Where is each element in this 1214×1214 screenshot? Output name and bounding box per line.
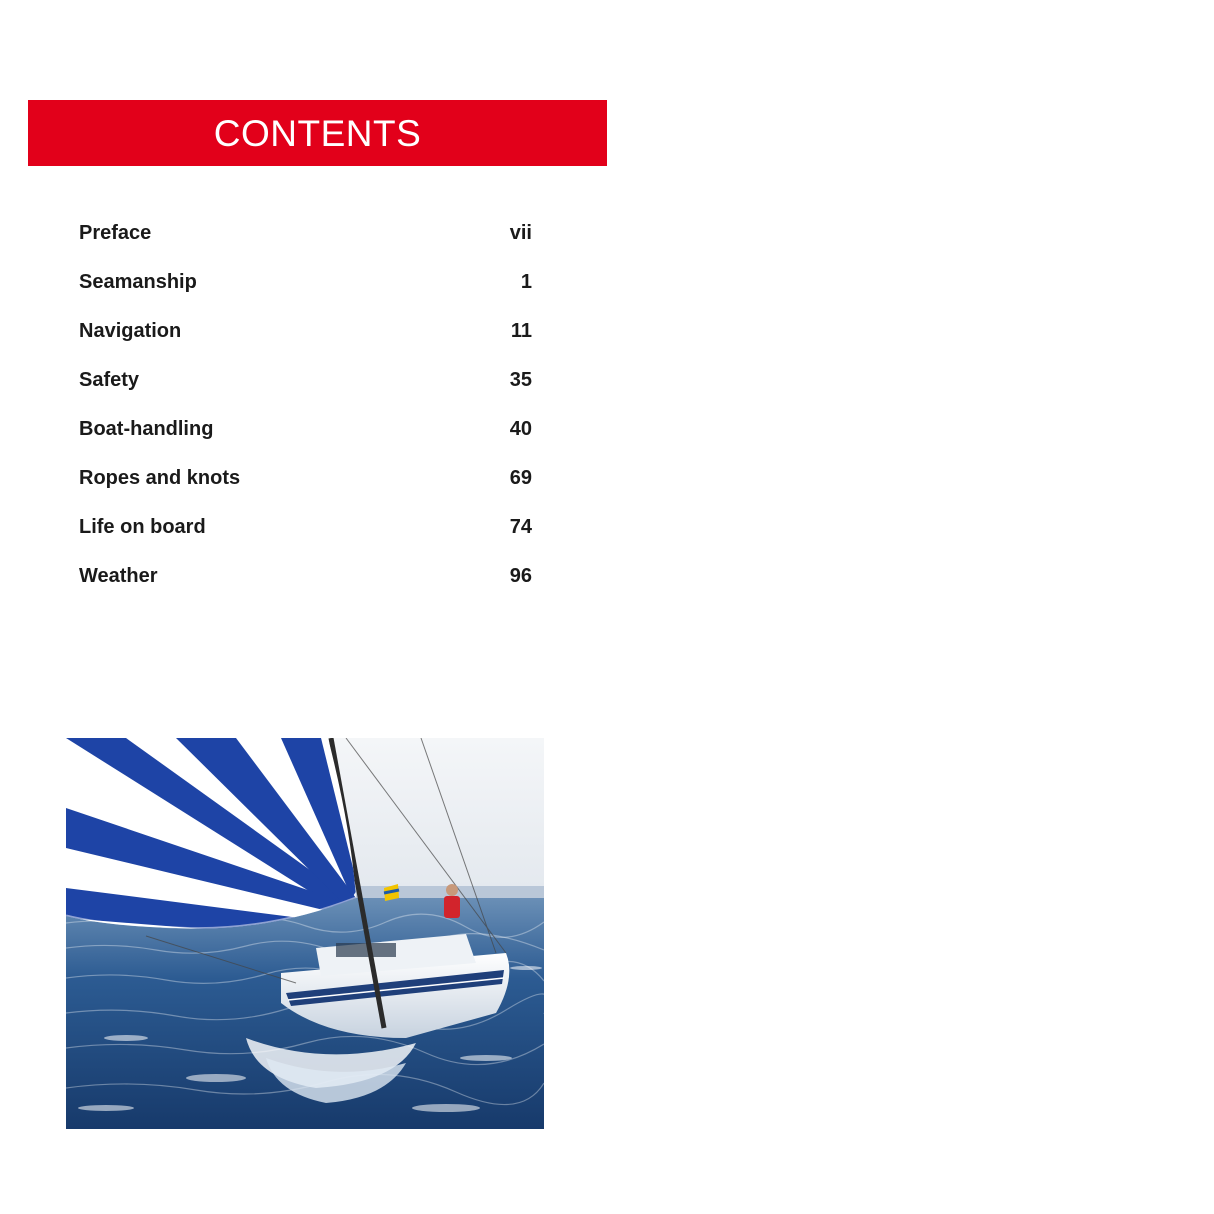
toc-entry-page: 40 bbox=[509, 418, 532, 440]
sailboat-photo bbox=[66, 738, 544, 1129]
toc-entry-title: Boat-handling bbox=[79, 418, 214, 440]
toc-entry-page: 11 bbox=[510, 320, 532, 342]
toc-entry-seamanship[interactable] bbox=[79, 271, 532, 320]
toc-entry-boat-handling[interactable] bbox=[79, 418, 532, 467]
toc-entry-page: 35 bbox=[509, 369, 532, 391]
table-of-contents bbox=[79, 222, 532, 614]
toc-entry-preface[interactable] bbox=[79, 222, 532, 271]
toc-entry-page: 96 bbox=[509, 565, 532, 587]
toc-entry-weather[interactable] bbox=[79, 565, 532, 614]
toc-entry-title: Life on board bbox=[79, 516, 206, 538]
toc-entry-title: Navigation bbox=[79, 320, 182, 342]
toc-entry-title: Safety bbox=[79, 369, 140, 391]
toc-entry-title: Seamanship bbox=[79, 271, 197, 293]
toc-entry-title: Weather bbox=[79, 565, 158, 587]
toc-entry-navigation[interactable] bbox=[79, 320, 532, 369]
toc-entry-life-on-board[interactable] bbox=[79, 516, 532, 565]
toc-entry-ropes-and-knots[interactable] bbox=[79, 467, 532, 516]
toc-entry-page: 1 bbox=[520, 271, 532, 293]
toc-entry-page: 74 bbox=[509, 516, 532, 538]
toc-entry-safety[interactable] bbox=[79, 369, 532, 418]
toc-entry-page: vii bbox=[509, 222, 532, 244]
toc-entry-title: Preface bbox=[79, 222, 152, 244]
toc-entry-page: 69 bbox=[509, 467, 532, 489]
page-title: CONTENTS bbox=[213, 112, 422, 154]
contents-header-bar bbox=[28, 100, 607, 166]
toc-entry-title: Ropes and knots bbox=[79, 467, 241, 489]
